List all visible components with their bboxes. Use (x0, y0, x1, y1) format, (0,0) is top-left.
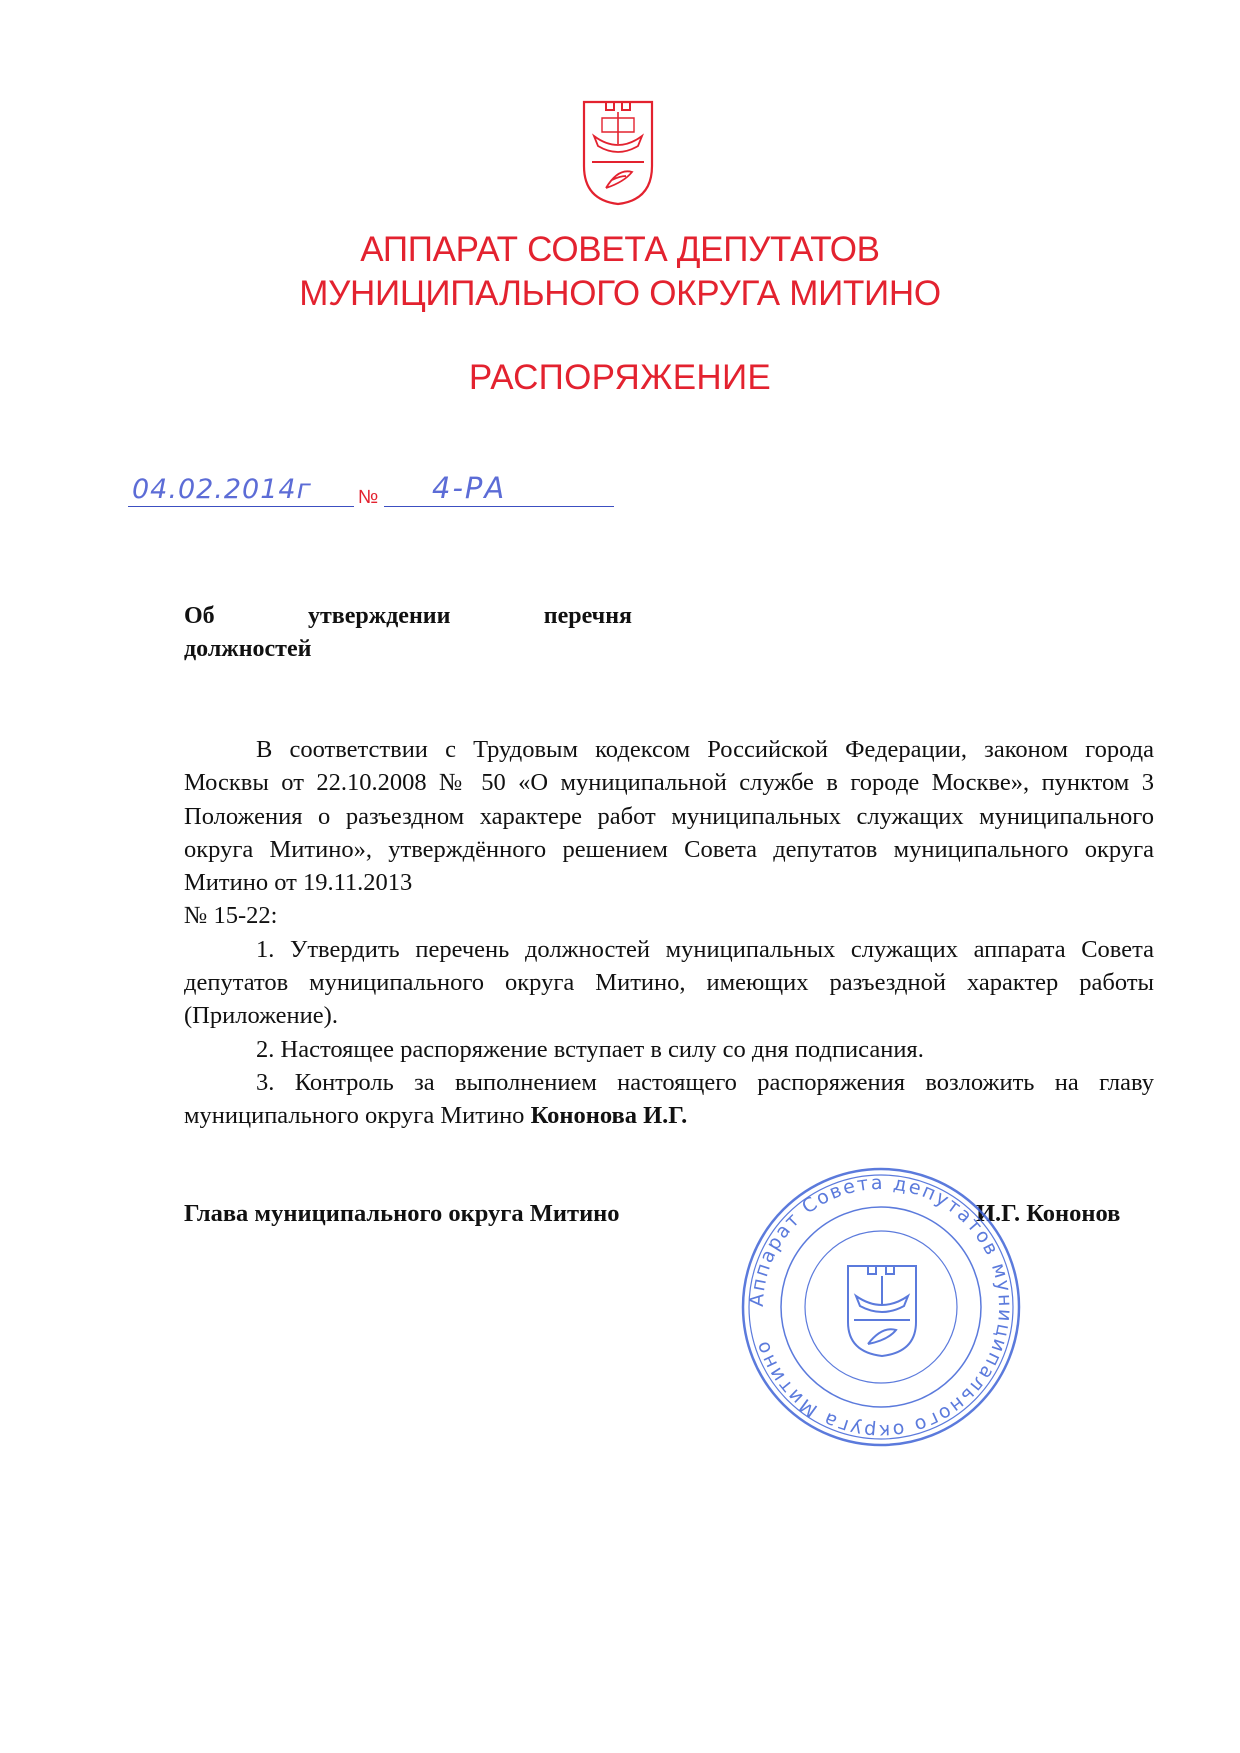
order-item-3 (184, 1066, 1154, 1133)
document-subject (184, 600, 632, 666)
date-field (128, 476, 354, 507)
order-item-3-text: 3. Контроль за выполнением настоящего распоряжения возложить на главу муниципального округа Митино (184, 1068, 1154, 1130)
number-sign: № (358, 487, 379, 508)
order-item-2: 2. Настоящее распоряжение вступает в силу со дня подписания. (256, 1035, 924, 1063)
subject-line1: Об утверждении перечня (184, 603, 632, 629)
organization-title (0, 228, 1240, 316)
handwritten-number: 4-РА (432, 471, 507, 505)
order-item-1: 1. Утвердить перечень должностей муниципальных служащих аппарата Совета депутатов муниципального округа Митино, имеющих разъездной характер работы (Приложение). (184, 935, 1154, 1030)
signatory-name: И.Г. Кононов (976, 1200, 1121, 1227)
svg-text:Аппарат Совета депутатов муниц (746, 1172, 1016, 1442)
document-type-heading: РАСПОРЯЖЕНИЕ (468, 358, 772, 397)
document-body (184, 733, 1154, 1133)
order-item-3-name: Кононова И.Г. (530, 1102, 688, 1130)
preamble-reference: № 15-22: (184, 902, 278, 930)
subject-line2: должностей (184, 636, 312, 662)
seal-outer-text: Аппарат Совета депутатов муниципального округа Митино (745, 1171, 1017, 1443)
organization-title-line1: АППАРАТ СОВЕТА ДЕПУТАТОВ (360, 230, 880, 269)
preamble-paragraph: В соответствии с Трудовым кодексом Российской Федерации, законом города Москвы от 22.10.2008 № 50 «О муниципальной службе в городе Москве», пунктом 3 Положения о разъездном характере работ муниципальных служащих муниципального округа Митино», утверждённого решением Совета депутатов муниципального округа Митино от 19.11.2013 (184, 736, 1154, 897)
handwritten-date: 04.02.2014г (132, 474, 312, 505)
official-round-seal-icon (736, 1162, 1026, 1452)
number-field (384, 471, 614, 507)
mitino-coat-of-arms-icon (580, 96, 656, 208)
signatory-position: Глава муниципального округа Митино (184, 1200, 620, 1227)
organization-title-line2: МУНИЦИПАЛЬНОГО ОКРУГА МИТИНО (299, 274, 941, 313)
